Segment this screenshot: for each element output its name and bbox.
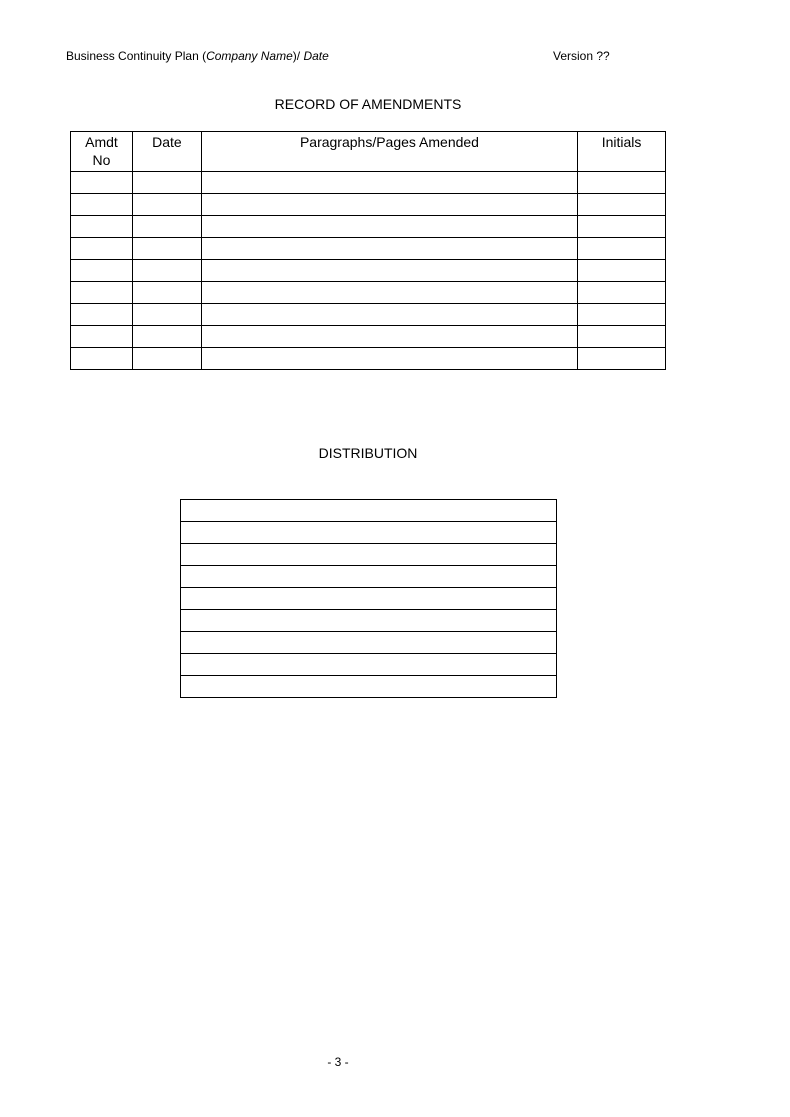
paragraphs-cell <box>201 172 577 194</box>
initials-cell <box>578 172 666 194</box>
date-cell <box>132 238 201 260</box>
paragraphs-cell <box>201 304 577 326</box>
paragraphs-cell <box>201 326 577 348</box>
amendment-row <box>71 194 666 216</box>
amdt-no-cell <box>71 260 133 282</box>
paragraphs-cell <box>201 216 577 238</box>
amdt-no-cell <box>71 304 133 326</box>
date-cell <box>132 194 201 216</box>
amendments-table <box>70 131 666 370</box>
amendment-row <box>71 282 666 304</box>
column-header-paragraphs: Paragraphs/Pages Amended <box>201 132 577 172</box>
amdt-no-cell <box>71 348 133 370</box>
paragraphs-cell <box>201 194 577 216</box>
amdt-no-cell <box>71 326 133 348</box>
date-cell <box>132 348 201 370</box>
distribution-table-body <box>181 500 557 698</box>
distribution-cell <box>181 654 557 676</box>
header-version: Version ?? <box>553 49 610 63</box>
distribution-cell <box>181 676 557 698</box>
header-document-title: Business Continuity Plan (Company Name)/ Date <box>66 49 329 63</box>
amendment-row <box>71 260 666 282</box>
distribution-heading: DISTRIBUTION <box>318 445 418 461</box>
initials-cell <box>578 304 666 326</box>
initials-cell <box>578 238 666 260</box>
initials-cell <box>578 326 666 348</box>
paragraphs-cell <box>201 282 577 304</box>
paragraphs-cell <box>201 348 577 370</box>
initials-cell <box>578 216 666 238</box>
distribution-table <box>180 499 557 698</box>
date-cell <box>132 172 201 194</box>
column-header-initials: Initials <box>578 132 666 172</box>
amendment-row <box>71 326 666 348</box>
amendment-row <box>71 238 666 260</box>
distribution-row <box>181 544 557 566</box>
initials-cell <box>578 348 666 370</box>
amendment-row <box>71 172 666 194</box>
distribution-row <box>181 500 557 522</box>
date-cell <box>132 260 201 282</box>
distribution-cell <box>181 522 557 544</box>
amendments-header-row <box>71 132 666 172</box>
amendments-table-body <box>71 172 666 370</box>
page-number: - 3 - <box>327 1055 349 1069</box>
distribution-row <box>181 654 557 676</box>
distribution-cell <box>181 588 557 610</box>
column-header-date: Date <box>132 132 201 172</box>
distribution-row <box>181 566 557 588</box>
amendments-heading: RECORD OF AMENDMENTS <box>274 96 462 112</box>
paragraphs-cell <box>201 238 577 260</box>
initials-cell <box>578 260 666 282</box>
column-header-amdt-no: Amdt No <box>71 132 133 172</box>
header-date: Date <box>303 49 329 63</box>
date-cell <box>132 304 201 326</box>
date-cell <box>132 282 201 304</box>
date-cell <box>132 326 201 348</box>
distribution-cell <box>181 632 557 654</box>
amdt-no-cell <box>71 172 133 194</box>
distribution-row <box>181 632 557 654</box>
paragraphs-cell <box>201 260 577 282</box>
amdt-no-cell <box>71 238 133 260</box>
amdt-no-cell <box>71 194 133 216</box>
amdt-no-cell <box>71 282 133 304</box>
distribution-cell <box>181 566 557 588</box>
distribution-cell <box>181 610 557 632</box>
date-cell <box>132 216 201 238</box>
distribution-row <box>181 522 557 544</box>
distribution-row <box>181 610 557 632</box>
amendment-row <box>71 348 666 370</box>
initials-cell <box>578 282 666 304</box>
page-header <box>66 47 626 65</box>
distribution-row <box>181 676 557 698</box>
distribution-cell <box>181 500 557 522</box>
amendment-row <box>71 216 666 238</box>
header-company-name: Company Name <box>206 49 293 63</box>
amdt-no-cell <box>71 216 133 238</box>
initials-cell <box>578 194 666 216</box>
distribution-cell <box>181 544 557 566</box>
distribution-row <box>181 588 557 610</box>
amendment-row <box>71 304 666 326</box>
